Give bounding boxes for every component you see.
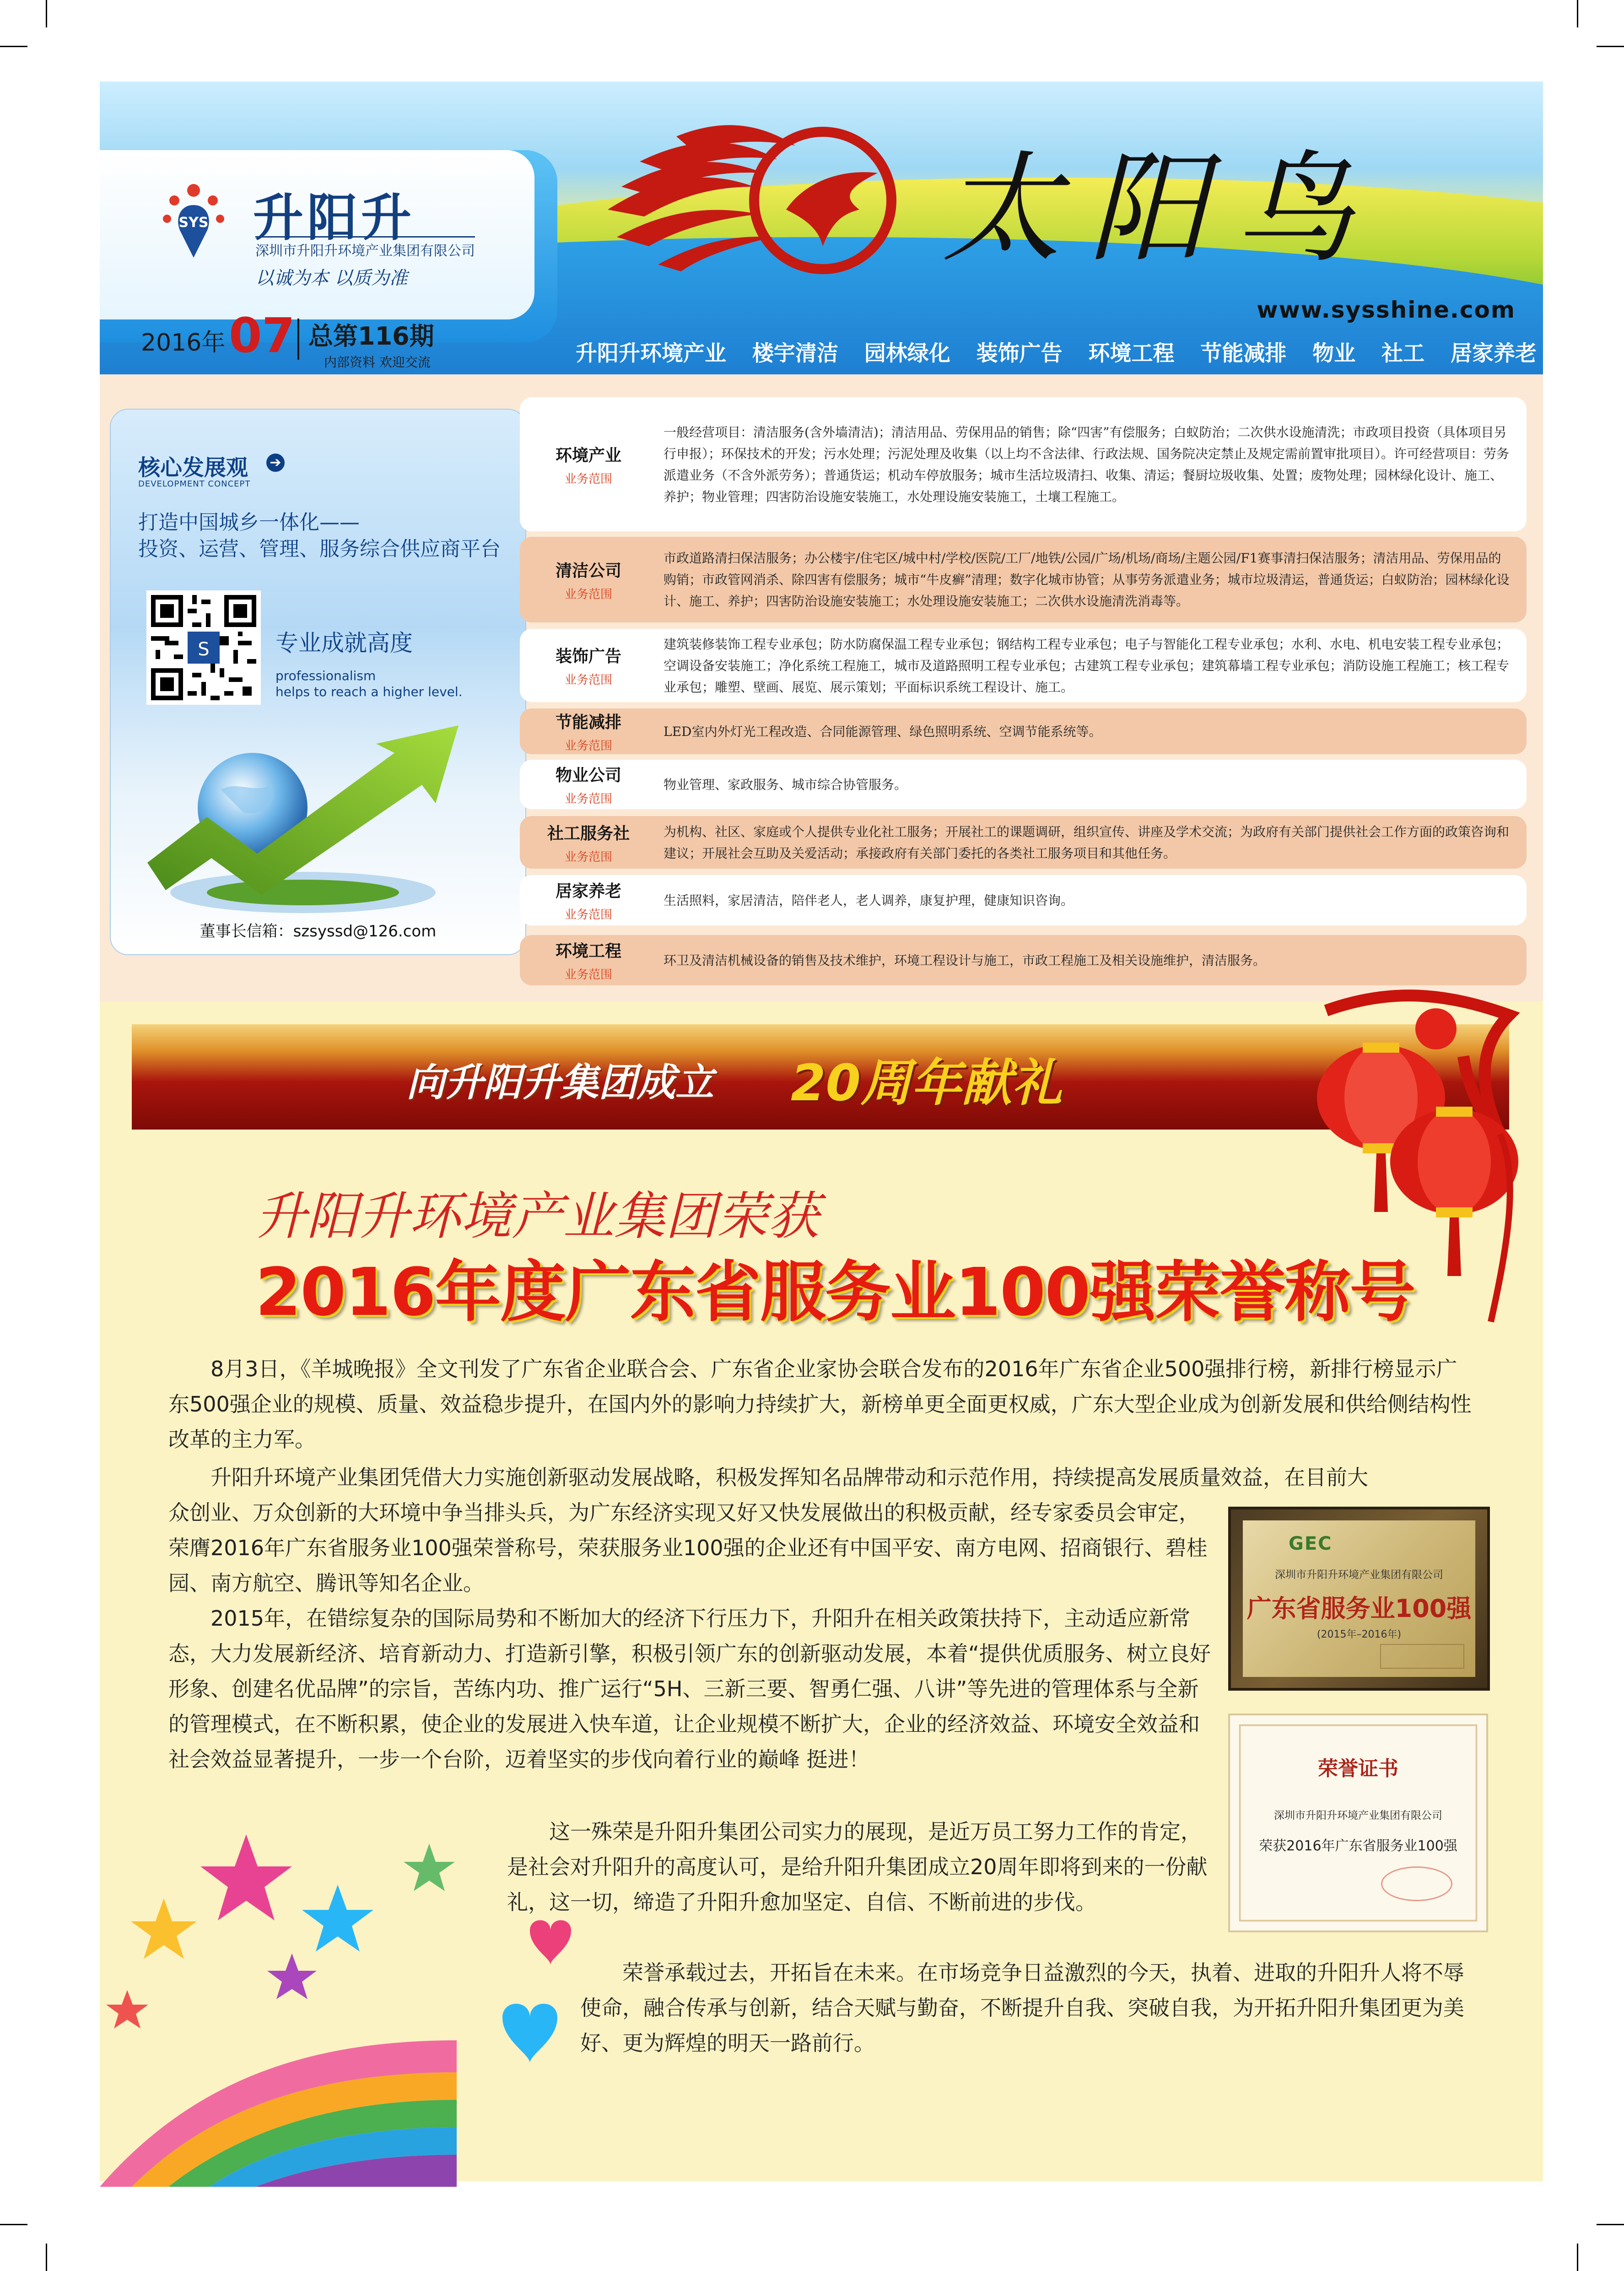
business-label — [520, 537, 657, 622]
business-name: 社工服务社 — [547, 824, 630, 843]
nav-item[interactable]: 园林绿化 — [864, 341, 950, 366]
business-label — [520, 875, 657, 925]
company-slogan: 以诚为本 以质为准 — [255, 268, 408, 289]
company-logo-icon — [157, 178, 230, 260]
business-nav — [571, 333, 1541, 370]
professional-subtitle: professionalism — [275, 668, 376, 683]
business-label — [520, 935, 657, 985]
paragraph-text: 这一殊荣是升阳升集团公司实力的展现，是近万员工努力工作的肯定，是社会对升阳升的高度认可，是给升阳升集团成立20周年即将到来的一份献礼，这一切，缔造了升阳升愈加坚定、自信、不断前进的步伐。 — [507, 1819, 1208, 1914]
crop-mark — [1577, 0, 1578, 27]
business-description: LED室内外灯光工程改造、合同能源管理、绿色照明系统、空调节能系统等。 — [664, 724, 1102, 739]
masthead-title: 太阳鸟 — [942, 140, 1381, 278]
business-description: 建筑装修装饰工程专业承包；防水防腐保温工程专业承包；钢结构工程专业承包；电子与智能化工程专业承包；水利、水电、机电安装工程专业承包；空调设备安装施工；净化系统工程施工，城市及道路照明工程专业承包；古建筑工程专业承包；建筑幕墙工程专业承包；消防设施工程施工；核工程专业承包；雕塑、壁画、展览、展示策划；平面标识系统工程设计、施工。 — [664, 636, 1510, 695]
business-description: 市政道路清扫保洁服务；办公楼宇/住宅区/城中村/学校/医院/工厂/地铁/公园/广场/机场/商场/主题公园/F1赛事清扫保洁服务；清洁用品、劳保用品的购销；市政管网消杀、除四害有偿服务；城市“牛皮癣”清理；数字化城市协管；从事劳务派遣业务；城市垃圾清运，普通货运；白蚁防治；园林绿化设计、施工、养护；四害防治设施安装施工；水处理设施安装施工；二次供水设施清洗消毒等。 — [664, 551, 1510, 609]
crop-mark — [1597, 46, 1624, 47]
article-headline: 2016年度广东省服务业100强荣誉称号 — [255, 1254, 1415, 1330]
nav-item[interactable]: 环境工程 — [1088, 341, 1175, 366]
business-section — [100, 374, 1543, 1001]
nav-item[interactable]: 节能减排 — [1200, 341, 1287, 366]
growth-globe-icon — [138, 712, 504, 922]
business-name: 环境工程 — [555, 942, 621, 961]
business-name: 装饰广告 — [555, 647, 621, 666]
svg-text:S: S — [198, 639, 210, 660]
business-description: 生活照料，家居清洁，陪伴老人，老人调养，康复护理，健康知识咨询。 — [664, 892, 1074, 908]
business-row — [520, 397, 1527, 531]
website-url[interactable]: www.sysshine.com — [1257, 297, 1516, 323]
issue-year: 2016年 — [141, 329, 226, 357]
business-name: 清洁公司 — [555, 561, 621, 580]
crop-mark — [1597, 2224, 1624, 2225]
concept-line: 投资、运营、管理、服务综合供应商平台 — [138, 537, 501, 561]
business-tag: 业务范围 — [564, 739, 612, 753]
chairman-email[interactable]: 董事长信箱：szsyssd@126.com — [200, 922, 437, 941]
nav-item[interactable]: 装饰广告 — [976, 341, 1063, 366]
nav-item[interactable]: 楼宇清洁 — [752, 341, 838, 366]
business-name: 环境产业 — [555, 446, 621, 465]
certificate-award: 荣获2016年广东省服务业100强 — [1259, 1838, 1457, 1854]
plaque-company: 深圳市升阳升环境产业集团有限公司 — [1275, 1569, 1443, 1581]
business-row — [520, 875, 1527, 925]
article-paragraph — [580, 1955, 1477, 2061]
business-row — [520, 708, 1527, 754]
business-row — [520, 935, 1527, 985]
paragraph-text: 8月3日，《羊城晚报》全文刊发了广东省企业联合会、广东省企业家协会联合发布的2016年广东省企业500强排行榜，新排行榜显示广东500强企业的规模、质量、效益稳步提升，在国内外的影响力持续扩大，新榜单更全面更权威，广东大型企业成为创新发展和供给侧结构性改革的主力军。 — [168, 1357, 1472, 1452]
banner-anniversary: 20周年献礼 — [791, 1054, 1063, 1112]
issue-note: 内部资料 欢迎交流 — [324, 355, 431, 370]
svg-text:SYS: SYS — [178, 215, 209, 231]
business-tag: 业务范围 — [564, 673, 612, 687]
business-name: 物业公司 — [555, 766, 621, 785]
banner-text: 向升阳升集团成立 — [406, 1060, 714, 1105]
business-tag: 业务范围 — [564, 792, 612, 806]
company-name: 深圳市升阳升环境产业集团有限公司 — [255, 236, 475, 260]
newsletter-header — [100, 81, 1543, 374]
business-label — [520, 397, 657, 531]
business-description: 物业管理、家政服务、城市综合协管服务。 — [664, 777, 907, 792]
article-paragraph — [168, 1601, 1216, 1777]
plaque-seal — [1380, 1644, 1464, 1669]
concept-line: 打造中国城乡一体化—— — [138, 511, 360, 534]
business-label — [520, 816, 657, 869]
business-row — [520, 629, 1527, 702]
business-tag: 业务范围 — [564, 587, 612, 601]
article-section — [100, 1001, 1543, 2181]
professional-subtitle: helps to reach a higher level. — [275, 684, 463, 699]
business-row — [520, 760, 1527, 809]
business-label — [520, 629, 657, 702]
qr-code-icon[interactable] — [146, 590, 261, 705]
crop-mark — [1577, 2244, 1578, 2271]
business-tag: 业务范围 — [564, 472, 612, 486]
arrow-right-icon: ➔ — [266, 454, 285, 472]
concept-panel — [110, 409, 526, 955]
business-description: 环卫及清洁机械设备的销售及技术维护，环境工程设计与施工，市政工程施工及相关设施维护，清洁服务。 — [664, 952, 1266, 968]
plaque-face — [1243, 1520, 1475, 1677]
nav-item[interactable]: 升阳升环境产业 — [576, 341, 726, 366]
paragraph-text: 升阳升环境产业集团凭借大力实施创新驱动发展战略，积极发挥知名品牌带动和示范作用，持续提高发展质量效益，在目前大 — [210, 1465, 1368, 1490]
crop-mark — [46, 2244, 47, 2271]
stars-rainbow-icon — [100, 1825, 626, 2187]
business-description: 一般经营项目：清洁服务(含外墙清洁)；清洁用品、劳保用品的销售；除“四害”有偿服务；白蚁防治；二次供水设施清洗；市政项目投资（具体项目另行申报）；环保技术的开发；污水处理；污泥处理及收集（以上均不含法律、行政法规、国务院决定禁止及规定需前置审批项目）。许可经营项目：劳务派遣业务（不含外派劳务）；普通货运；机动车停放服务；城市生活垃圾清扫、收集、清运；餐厨垃圾收集、处置；废物处理；园林绿化设计、施工、养护；物业管理；四害防治设施安装施工，水处理设施安装施工，土壤工程施工。 — [664, 424, 1510, 504]
business-tag: 业务范围 — [564, 968, 612, 982]
issue-number: 总第116期 — [308, 322, 434, 351]
nav-item[interactable]: 物业 — [1312, 341, 1356, 366]
plaque-award: 广东省服务业100强 — [1246, 1594, 1472, 1623]
crop-mark — [46, 0, 47, 27]
business-description: 为机构、社区、家庭或个人提供专业化社工服务；开展社工的课题调研，组织宣传、讲座及学术交流；为政府有关部门提供社会工作方面的政策咨询和建议；开展社会互助及关爱活动；承接政府有关部门委托的各类社工服务项目和其他任务。 — [664, 824, 1510, 861]
sunbird-logo-icon — [603, 118, 923, 283]
nav-item[interactable]: 居家养老 — [1451, 341, 1537, 366]
business-tag: 业务范围 — [564, 908, 612, 922]
article-paragraph — [168, 1460, 1477, 1495]
certificate-title: 荣誉证书 — [1318, 1757, 1398, 1780]
business-label — [520, 760, 657, 809]
article-paragraph — [168, 1352, 1477, 1457]
nav-item[interactable]: 社工 — [1381, 341, 1425, 366]
crop-mark — [0, 46, 27, 47]
concept-title: 核心发展观 — [138, 455, 248, 481]
brand-name: 升阳升 — [253, 189, 415, 247]
gec-logo: GEC — [1289, 1533, 1333, 1554]
business-label — [520, 708, 657, 754]
paragraph-text: 荣誉承载过去，开拓旨在未来。在市场竞争日益激烈的今天，执着、进取的升阳升人将不辱使命，融合传承与创新，结合天赋与勤奋，不断提升自我、突破自我，为开拓升阳升集团更为美好、更为辉煌的明天一路前行。 — [580, 1960, 1464, 2055]
certificate-company: 深圳市升阳升环境产业集团有限公司 — [1274, 1810, 1442, 1822]
paragraph-text: 众创业、万众创新的大环境中争当排头兵，为广东经济实现又好又快发展做出的积极贡献，经专家委员会审定，荣膺2016年广东省服务业100强荣誉称号，荣获服务业100强的企业还有中国平安、南方电网、招商银行、碧桂园、南方航空、腾讯等知名企业。 — [168, 1500, 1208, 1595]
article-paragraph — [168, 1495, 1216, 1601]
business-name: 居家养老 — [555, 882, 621, 901]
professional-title: 专业成就高度 — [275, 630, 413, 656]
honor-certificate — [1230, 1715, 1486, 1930]
concept-subtitle: DEVELOPMENT CONCEPT — [138, 479, 251, 489]
business-row — [520, 537, 1527, 622]
issue-month: 07 — [229, 308, 295, 363]
paragraph-text: 2015年，在错综复杂的国际局势和不断加大的经济下行压力下，升阳升在相关政策扶持下，主动适应新常态，大力发展新经济、培育新动力、打造新引擎，积极引领广东的创新驱动发展，本着“提供优质服务、树立良好形象、创建名优品牌”的宗旨，苦练内功、推广运行“5H、三新三要、智勇仁强、八讲”等先进的管理体系与全新的管理模式，在不断积累，使企业的发展进入快车道，让企业规模不断扩大，企业的经济效益、环境安全效益和社会效益显著提升，一步一个台阶，迈着坚实的步伐向着行业的巅峰 挺进！ — [168, 1606, 1211, 1772]
crop-mark — [0, 2224, 27, 2225]
award-plaque — [1231, 1509, 1487, 1688]
business-tag: 业务范围 — [564, 850, 612, 864]
plaque-period: (2015年–2016年) — [1316, 1629, 1402, 1640]
issue-divider — [297, 319, 299, 360]
business-row — [520, 816, 1527, 869]
article-pre-headline: 升阳升环境产业集团荣获 — [255, 1187, 819, 1246]
certificate-stamp — [1381, 1866, 1452, 1901]
business-name: 节能减排 — [555, 713, 621, 732]
